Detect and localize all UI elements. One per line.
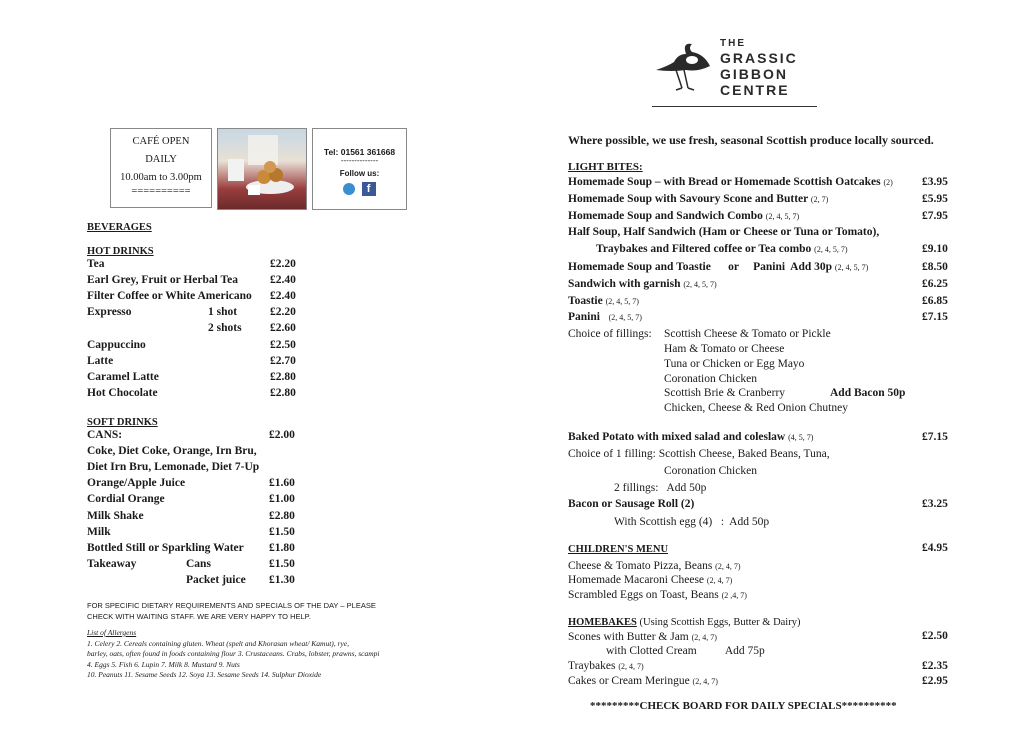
menu-item: Bacon or Sausage Roll (2) bbox=[568, 498, 695, 510]
filling-line: With Scottish egg (4) : Add 50p bbox=[614, 516, 770, 528]
drink-name: Milk Shake bbox=[87, 509, 144, 522]
drink-name: Expresso bbox=[87, 306, 132, 319]
drink-name: Takeaway bbox=[87, 557, 137, 570]
cafe-rule: ========== bbox=[131, 186, 191, 197]
menu-price: £8.50 bbox=[922, 261, 948, 273]
drink-price: £2.00 bbox=[269, 429, 295, 441]
dietary-notice bbox=[87, 600, 376, 622]
drink-price: £2.50 bbox=[270, 338, 296, 351]
menu-price: £7.15 bbox=[922, 431, 948, 443]
contact-rule: -------------- bbox=[340, 156, 379, 165]
contact-box bbox=[312, 128, 407, 210]
menu-price: £5.95 bbox=[922, 193, 948, 205]
drink-price: £1.30 bbox=[269, 573, 295, 586]
menu-item: Homemade Macaroni Cheese (2, 4, 7) bbox=[568, 574, 733, 586]
globe-icon[interactable] bbox=[343, 183, 355, 195]
drink-price: £2.80 bbox=[270, 386, 296, 399]
menu-price: £3.25 bbox=[922, 498, 948, 510]
menu-price: £2.95 bbox=[922, 675, 948, 687]
drink-variant: 2 shots bbox=[208, 322, 242, 335]
drink-name: Diet Irn Bru, Lemonade, Diet 7-Up bbox=[87, 461, 260, 474]
drink-variant: Packet juice bbox=[186, 573, 246, 586]
menu-item: Homemade Soup – with Bread or Homemade Scottish Oatcakes (2) bbox=[568, 176, 893, 188]
menu-item: Scrambled Eggs on Toast, Beans (2 ,4, 7) bbox=[568, 589, 747, 601]
filling-line: Tuna or Chicken or Egg Mayo bbox=[664, 358, 805, 370]
cafe-hours: 10.00am to 3.00pm bbox=[120, 172, 202, 183]
drink-name: Coke, Diet Coke, Orange, Irn Bru, bbox=[87, 445, 257, 458]
filling-line: Chicken, Cheese & Red Onion Chutney bbox=[664, 402, 848, 414]
drink-price: £2.40 bbox=[270, 274, 296, 287]
filling-line: Ham & Tomato or Cheese bbox=[664, 343, 785, 355]
drink-variant: Cans bbox=[186, 557, 211, 570]
menu-item: Cheese & Tomato Pizza, Beans (2, 4, 7) bbox=[568, 560, 741, 572]
drink-price: £1.00 bbox=[269, 493, 295, 506]
social-icons bbox=[313, 182, 406, 196]
drink-price: £2.80 bbox=[269, 509, 295, 522]
logo-the: THE bbox=[720, 38, 746, 49]
drink-name: Hot Chocolate bbox=[87, 386, 158, 399]
drink-name: Earl Grey, Fruit or Herbal Tea bbox=[87, 274, 238, 287]
drink-name: Caramel Latte bbox=[87, 370, 159, 383]
menu-item: Homemade Soup and Toastie or Panini Add 30p (2, 4, 5, 7) bbox=[568, 261, 869, 273]
beverages-title: BEVERAGES bbox=[87, 222, 152, 233]
tagline: Where possible, we use fresh, seasonal Scottish produce locally sourced. bbox=[568, 133, 934, 147]
light-bites-title: LIGHT BITES: bbox=[568, 161, 643, 173]
drink-price: £2.60 bbox=[270, 322, 296, 335]
lapwing-bird-icon bbox=[652, 40, 714, 92]
drink-name: CANS: bbox=[87, 429, 123, 441]
check-board-notice: *********CHECK BOARD FOR DAILY SPECIALS********** bbox=[590, 700, 897, 712]
drink-name: Filter Coffee or White Americano bbox=[87, 290, 252, 303]
allergens-list bbox=[87, 628, 380, 681]
drink-price: £2.20 bbox=[270, 258, 296, 270]
homebakes-heading: HOMEBAKES (Using Scottish Eggs, Butter & Dairy) bbox=[568, 617, 801, 628]
menu-price: £7.15 bbox=[922, 311, 948, 323]
filling-line: Coronation Chicken bbox=[664, 465, 757, 477]
menu-item: Half Soup, Half Sandwich (Ham or Cheese or Tuna or Tomato), bbox=[568, 226, 880, 238]
cafe-days: DAILY bbox=[145, 154, 177, 165]
logo bbox=[652, 38, 822, 110]
drink-price: £2.70 bbox=[270, 354, 296, 367]
cafe-open-title: CAFÉ OPEN bbox=[132, 136, 190, 147]
menu-price: £2.50 bbox=[922, 630, 948, 642]
menu-price: £6.85 bbox=[922, 295, 948, 307]
fillings-label: Choice of fillings: bbox=[568, 328, 652, 340]
phone-number: Tel: 01561 361668 bbox=[323, 147, 396, 157]
menu-item: Baked Potato with mixed salad and coleslaw (4, 5, 7) bbox=[568, 431, 814, 443]
menu-price: £7.95 bbox=[922, 210, 948, 222]
menu-price: £9.10 bbox=[922, 243, 948, 255]
filling-line: Coronation Chicken bbox=[664, 373, 757, 385]
menu-item: Homemade Soup with Savoury Scone and Butter (2, 7) bbox=[568, 193, 829, 205]
logo-grassic: GRASSIC bbox=[720, 50, 798, 66]
menu-price: £6.25 bbox=[922, 278, 948, 290]
drink-price: £1.50 bbox=[269, 557, 295, 570]
menu-item: Scones with Butter & Jam (2, 4, 7) bbox=[568, 631, 717, 643]
drink-name: Cordial Orange bbox=[87, 493, 165, 506]
drink-price: £2.80 bbox=[270, 370, 296, 383]
drink-variant: 1 shot bbox=[208, 306, 238, 319]
menu-item: with Clotted Cream Add 75p bbox=[606, 645, 765, 657]
drink-price: £1.60 bbox=[269, 477, 295, 490]
logo-gibbon: GIBBON bbox=[720, 66, 788, 82]
drink-name: Cappuccino bbox=[87, 338, 146, 351]
drink-name: Tea bbox=[87, 258, 105, 270]
childrens-menu-title: CHILDREN'S MENU bbox=[568, 544, 669, 555]
drink-price: £1.50 bbox=[269, 525, 295, 538]
menu-item: Traybakes (2, 4, 7) bbox=[568, 660, 644, 672]
tea-cakes-image bbox=[218, 129, 306, 209]
menu-price: £3.95 bbox=[922, 176, 948, 188]
add-bacon: Add Bacon 50p bbox=[830, 387, 906, 399]
filling-line: Choice of 1 filling: Scottish Cheese, Baked Beans, Tuna, bbox=[568, 448, 830, 460]
logo-centre: CENTRE bbox=[720, 82, 790, 98]
menu-item: Homemade Soup and Sandwich Combo (2, 4, 5, 7) bbox=[568, 210, 800, 222]
menu-item: Panini (2, 4, 5, 7) bbox=[568, 311, 642, 323]
allergens-line-3: 4. Eggs 5. Fish 6. Lupin 7. Milk 8. Mustard 9. Nuts bbox=[87, 659, 240, 669]
cafe-photo bbox=[217, 128, 307, 210]
notice-line-2: CHECK WITH WAITING STAFF. WE ARE VERY HAPPY TO HELP. bbox=[87, 612, 311, 621]
cafe-hours-box bbox=[110, 128, 212, 208]
menu-item: Traybakes and Filtered coffee or Tea combo (2, 4, 5, 7) bbox=[596, 243, 848, 255]
menu-item: Cakes or Cream Meringue (2, 4, 7) bbox=[568, 675, 718, 687]
facebook-icon[interactable]: f bbox=[362, 182, 376, 196]
drink-name: Milk bbox=[87, 525, 111, 538]
menu-price: £2.35 bbox=[922, 660, 948, 672]
allergens-line-4: 10. Peanuts 11. Sesame Seeds 12. Soya 13. Sesame Seeds 14. Sulphur Dioxide bbox=[87, 670, 322, 679]
allergens-line-2: barley, oats, often found in foods containing flour 3. Crustaceans. Crabs, lobster, prawns, scampi bbox=[87, 649, 380, 658]
drink-price: £1.80 bbox=[269, 541, 295, 554]
menu-item: Sandwich with garnish (2, 4, 5, 7) bbox=[568, 278, 717, 290]
logo-underline bbox=[652, 106, 817, 107]
filling-line: 2 fillings: Add 50p bbox=[614, 482, 707, 494]
follow-us-label: Follow us: bbox=[339, 169, 380, 178]
hot-drinks-title: HOT DRINKS bbox=[87, 246, 154, 257]
drink-name: Orange/Apple Juice bbox=[87, 477, 186, 490]
allergens-title: List of Allergens bbox=[87, 628, 137, 637]
allergens-line-1: 1. Celery 2. Cereals containing gluten. Wheat (spelt and Khorasan wheat/ Kamut), rye, bbox=[87, 638, 349, 648]
menu-price: £4.95 bbox=[922, 542, 948, 554]
filling-line: Scottish Brie & Cranberry bbox=[664, 387, 786, 399]
drink-name: Latte bbox=[87, 354, 114, 367]
notice-line-1: FOR SPECIFIC DIETARY REQUIREMENTS AND SPECIALS OF THE DAY – PLEASE bbox=[87, 601, 376, 610]
drink-name: Bottled Still or Sparkling Water bbox=[87, 541, 244, 554]
drink-price: £2.20 bbox=[270, 306, 296, 319]
drink-price: £2.40 bbox=[270, 290, 296, 303]
soft-drinks-title: SOFT DRINKS bbox=[87, 417, 158, 428]
filling-line: Scottish Cheese & Tomato or Pickle bbox=[664, 328, 831, 340]
menu-item: Toastie (2, 4, 5, 7) bbox=[568, 295, 639, 307]
